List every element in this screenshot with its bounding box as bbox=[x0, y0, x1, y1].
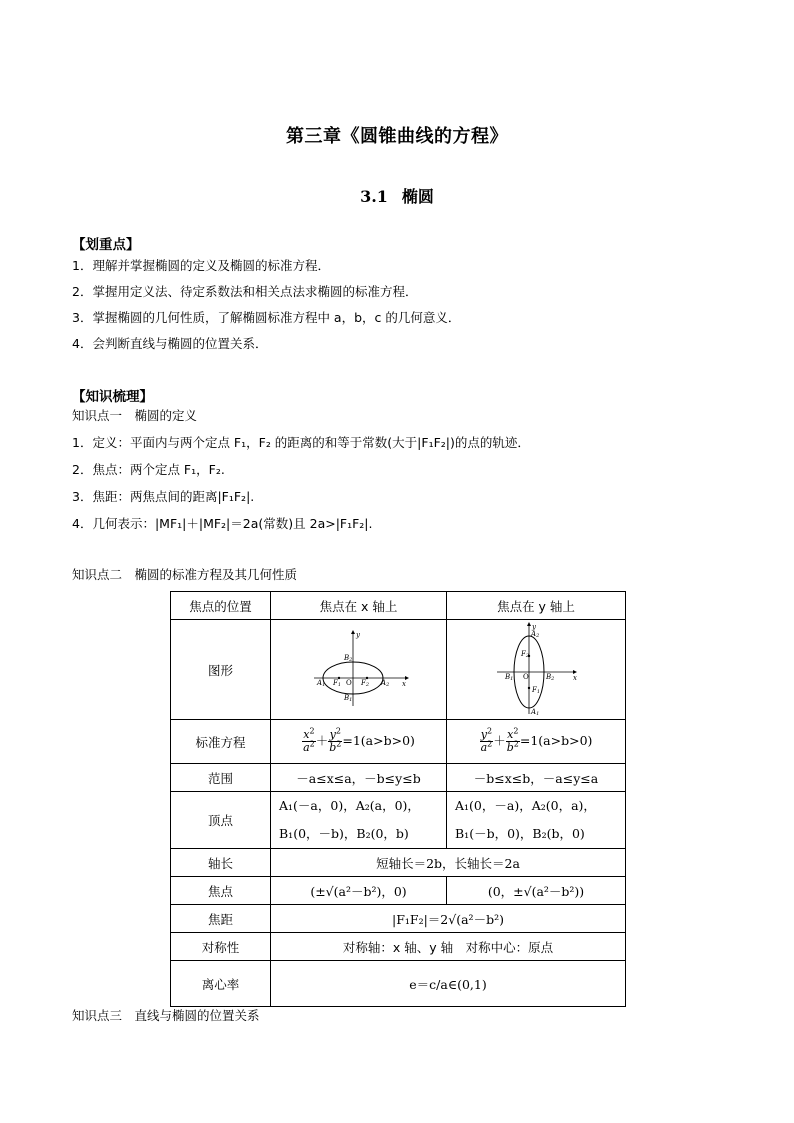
key-point-4: 4．会判断直线与椭圆的位置关系． bbox=[72, 336, 268, 351]
svg-text:F1: F1 bbox=[332, 679, 341, 688]
svg-text:F2: F2 bbox=[521, 650, 530, 659]
row-label-focal-distance: 焦距 bbox=[171, 905, 271, 933]
row-label-range: 范围 bbox=[171, 764, 271, 792]
row-label-figure: 图形 bbox=[171, 620, 271, 720]
axis-value: 短轴长＝2b，长轴长＝2a bbox=[271, 849, 626, 877]
ellipse-properties-table bbox=[170, 591, 626, 1007]
knowledge-heading: 【知识梳理】 bbox=[72, 389, 153, 405]
key-point-3: 3．掌握椭圆的几何性质，了解椭圆标准方程中 a，b，c 的几何意义． bbox=[72, 310, 461, 325]
row-label-eccentricity: 离心率 bbox=[171, 961, 271, 1007]
svg-text:B2: B2 bbox=[343, 654, 352, 663]
svg-text:y: y bbox=[355, 631, 360, 639]
equation-y-rhs: =1(a>b>0) bbox=[519, 733, 593, 748]
range-x: －a≤x≤a，－b≤y≤b bbox=[271, 764, 447, 792]
row-label-focus: 焦点 bbox=[171, 877, 271, 905]
focal-distance-value: |F₁F₂|＝2√(a²－b²) bbox=[271, 905, 626, 933]
chapter-title: 第三章《圆锥曲线的方程》 bbox=[286, 126, 508, 147]
svg-text:x: x bbox=[401, 680, 406, 688]
section-title bbox=[0, 184, 794, 207]
svg-text:B2: B2 bbox=[546, 673, 555, 682]
focal-distance-item: 3．焦距：两焦点间的距离|F₁F₂|. bbox=[72, 489, 255, 504]
focus-x: (±√(a²－b²)，0) bbox=[271, 877, 447, 905]
svg-text:O: O bbox=[523, 673, 529, 681]
equation-x-rhs: =1(a>b>0) bbox=[342, 733, 415, 748]
foci-item: 2．焦点：两个定点 F₁，F₂. bbox=[72, 462, 225, 477]
focus-y: (0，±√(a²－b²)) bbox=[447, 877, 626, 905]
svg-text:A2: A2 bbox=[380, 679, 389, 688]
section-name: 椭圆 bbox=[401, 187, 434, 206]
vertex-y-line-2: B₁(－b，0)，B₂(b，0) bbox=[455, 826, 585, 841]
header-focus-position: 焦点的位置 bbox=[171, 592, 271, 620]
svg-text:F1: F1 bbox=[532, 686, 541, 695]
vertical-ellipse-diagram bbox=[491, 620, 581, 716]
equation-y: $\frac{y^2}{a^2}$ ＋ $\frac{x^2}{b^2}$ =1(a>b>0) bbox=[447, 720, 626, 764]
vertex-x-line-2: B₁(0，－b)，B₂(0，b) bbox=[279, 826, 409, 841]
symmetry-value: 对称轴：x 轴、y 轴 对称中心：原点 bbox=[271, 933, 626, 961]
svg-text:A1: A1 bbox=[531, 708, 540, 716]
key-point-2: 2．掌握用定义法、待定系数法和相关点法求椭圆的标准方程． bbox=[72, 284, 418, 299]
header-y-axis: 焦点在 y 轴上 bbox=[447, 592, 626, 620]
vertex-y-line-1: A₁(0，－a)，A₂(0，a)， bbox=[455, 798, 596, 813]
key-points-heading: 【划重点】 bbox=[72, 237, 140, 253]
svg-text:x: x bbox=[573, 674, 577, 682]
eccentricity-value: e＝c/a∈(0,1) bbox=[271, 961, 626, 1007]
section-number: 3.1 bbox=[360, 187, 388, 206]
svg-text:A1: A1 bbox=[316, 679, 325, 688]
vertex-x-line-1: A₁(－a，0)，A₂(a，0)， bbox=[279, 798, 420, 813]
svg-text:O: O bbox=[345, 679, 352, 687]
range-y: －b≤x≤b，－a≤y≤a bbox=[447, 764, 626, 792]
svg-text:y: y bbox=[532, 623, 536, 631]
horizontal-ellipse-diagram bbox=[309, 628, 409, 708]
svg-text:B1: B1 bbox=[343, 694, 352, 703]
knowledge-point-1-title: 知识点一 椭圆的定义 bbox=[72, 408, 198, 423]
row-label-equation: 标准方程 bbox=[171, 720, 271, 764]
row-label-axis: 轴长 bbox=[171, 849, 271, 877]
key-point-1: 1．理解并掌握椭圆的定义及椭圆的标准方程． bbox=[72, 258, 330, 273]
knowledge-point-2-title: 知识点二 椭圆的标准方程及其几何性质 bbox=[72, 567, 298, 582]
svg-text:A2: A2 bbox=[531, 630, 540, 639]
geometric-expression-item: 4．几何表示：|MF₁|＋|MF₂|＝2a(常数)且 2a>|F₁F₂|. bbox=[72, 516, 373, 531]
equation-x: $\frac{x^2}{a^2}$ ＋ $\frac{y^2}{b^2}$ =1(a>b>0) bbox=[271, 720, 447, 764]
knowledge-point-3-title: 知识点三 直线与椭圆的位置关系 bbox=[72, 1008, 260, 1023]
vertex-y bbox=[447, 792, 626, 849]
row-label-vertex: 顶点 bbox=[171, 792, 271, 849]
svg-text:B1: B1 bbox=[505, 673, 514, 682]
svg-text:F2: F2 bbox=[360, 679, 369, 688]
figure-y-ellipse bbox=[447, 620, 626, 720]
vertex-x bbox=[271, 792, 447, 849]
header-x-axis: 焦点在 x 轴上 bbox=[271, 592, 447, 620]
row-label-symmetry: 对称性 bbox=[171, 933, 271, 961]
figure-x-ellipse bbox=[271, 620, 447, 720]
definition-item: 1．定义：平面内与两个定点 F₁，F₂ 的距离的和等于常数(大于|F₁F₂|)的点的轨迹． bbox=[72, 435, 530, 450]
